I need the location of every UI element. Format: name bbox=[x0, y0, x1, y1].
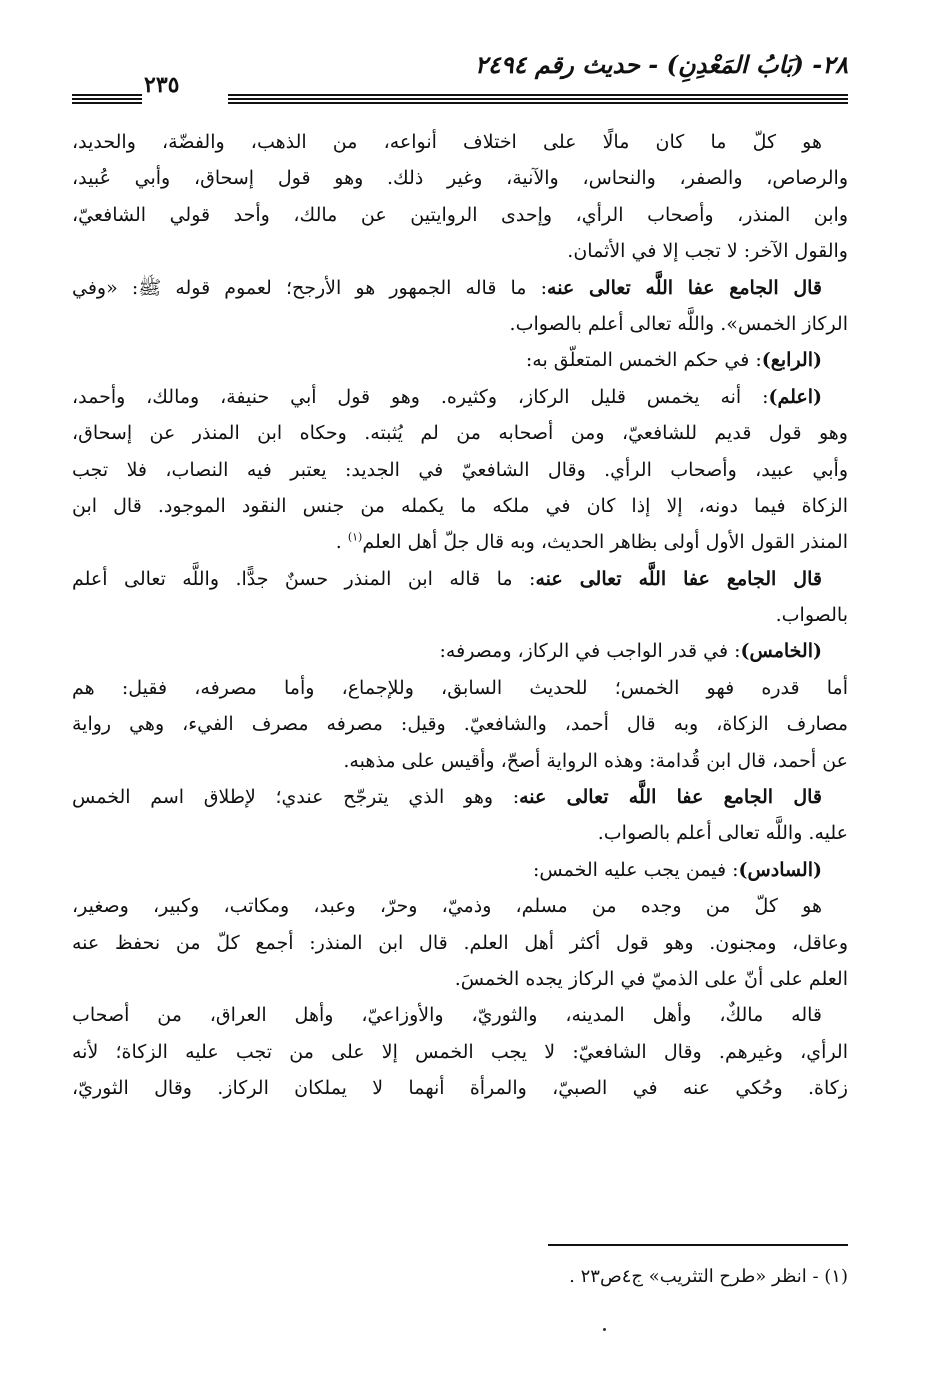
text-span: : فيمن يجب عليه الخمس: bbox=[533, 858, 739, 881]
section-label: (الرابع) bbox=[761, 349, 822, 372]
text-line: وابن المنذر، وأصحاب الرأي، وإحدى الروايتين عن مالك، وأحد قولي الشافعيّ، bbox=[72, 203, 848, 226]
text-line: الركاز الخمس». واللَّه تعالى أعلم بالصواب. bbox=[509, 312, 848, 335]
text-line: الزكاة فيما دونه، إلا إذا كان في ملكه ما يكمله من جنس النقود الموجود. قال ابن bbox=[72, 494, 848, 517]
text-span: : وهو الذي يترجّح عندي؛ لإطلاق اسم الخمس bbox=[72, 786, 520, 809]
text-span: : في حكم الخمس المتعلّق به: bbox=[525, 349, 762, 372]
header-rule-long bbox=[228, 94, 848, 96]
text-line: وعاقل، ومجنون. وهو قول أكثر أهل العلم. قال ابن المنذر: أجمع كلّ من نحفظ عنه bbox=[72, 931, 848, 954]
editor-comment-line bbox=[72, 561, 848, 597]
text-line: العلم على أنّ على الذميّ في الركاز يجده الخمسَ. bbox=[454, 967, 848, 990]
footnote: (١) - انظر «طرح التثريب» ج٤ص٢٣ . bbox=[569, 1266, 848, 1287]
text-line: والقول الآخر: لا تجب إلا في الأثمان. bbox=[567, 240, 848, 263]
editor-label: قال الجامع عفا اللَّه تعالى عنه bbox=[519, 786, 822, 809]
text-line: قاله مالكٌ، وأهل المدينه، والثوريّ، والأوزاعيّ، وأهل العراق، من أصحاب bbox=[72, 1004, 822, 1027]
text-line: عن أحمد، قال ابن قُدامة: وهذه الرواية أصحّ، وأقيس على مذهبه. bbox=[343, 749, 848, 772]
editor-comment-line bbox=[72, 270, 848, 306]
text-line: هو كلّ ما كان مالًا على اختلاف أنواعه، من الذهب، والفضّة، والحديد، bbox=[72, 131, 822, 153]
footnote-separator bbox=[548, 1244, 848, 1246]
editor-comment-line bbox=[72, 779, 848, 815]
section-heading-line bbox=[72, 633, 848, 669]
editor-label: قال الجامع عفا اللَّه تعالى عنه bbox=[535, 567, 822, 590]
text-line: بالصواب. bbox=[775, 604, 848, 627]
page-body bbox=[72, 124, 848, 1107]
text-span: المنذر القول الأول أولى بظاهر الحديث، وبه قال جلّ أهل العلم bbox=[362, 531, 848, 554]
text-line: وأبي عبيد، وأصحاب الرأي. وقال الشافعيّ في الجديد: يعتبر فيه النصاب، فلا تجب bbox=[72, 458, 848, 481]
text-line: مصارف الزكاة، وبه قال أحمد، والشافعيّ. وقيل: مصرفه مصرف الفيء، وهي رواية bbox=[72, 713, 848, 736]
text-line: والرصاص، والصفر، والنحاس، والآنية، وغير ذلك. وهو قول إسحاق، وأبي عُبيد، bbox=[72, 167, 848, 190]
page-number: ٢٣٥ bbox=[144, 72, 180, 98]
header-rule-short bbox=[72, 94, 142, 96]
text-line bbox=[72, 524, 848, 560]
text-line bbox=[72, 379, 848, 415]
page-speck bbox=[603, 1328, 606, 1331]
text-line: زكاة. وحُكي عنه في الصبيّ، والمرأة أنهما لا يملكان الركاز. وقال الثوريّ، bbox=[72, 1077, 848, 1100]
text-line: وهو قول قديم للشافعيّ، ومن أصحابه من لم يُثبته. وحكاه ابن المنذر عن إسحاق، bbox=[72, 422, 848, 445]
section-heading-line bbox=[72, 342, 848, 378]
running-header bbox=[66, 46, 848, 98]
section-label: (الخامس) bbox=[740, 640, 822, 663]
text-span: : في قدر الواجب في الركاز، ومصرفه: bbox=[439, 640, 741, 663]
text-span: : أنه يخمس قليل الركاز، وكثيره. وهو قول أبي حنيفة، ومالك، وأحمد، bbox=[72, 385, 769, 408]
text-span: . bbox=[335, 531, 348, 554]
text-line: أما قدره فهو الخمس؛ للحديث السابق، وللإجماع، وأما مصرفه، فقيل: هم bbox=[72, 676, 848, 699]
section-label: (السادس) bbox=[738, 858, 822, 881]
editor-label: قال الجامع عفا اللَّه تعالى عنه bbox=[547, 276, 822, 299]
text-span: : ما قاله الجمهور هو الأرجح؛ لعموم قوله ﷺ: «وفي bbox=[72, 276, 548, 299]
text-line: الرأي، وغيرهم. وقال الشافعيّ: لا يجب الخمس إلا على من تجب عليه الزكاة؛ لأنه bbox=[72, 1040, 848, 1063]
footnote-ref: (١) bbox=[347, 530, 363, 544]
text-line: عليه. واللَّه تعالى أعلم بالصواب. bbox=[597, 822, 848, 845]
bold-label: (اعلم) bbox=[768, 385, 822, 408]
text-span: : ما قاله ابن المنذر حسنٌ جدًّا. واللَّه تعالى أعلم bbox=[72, 567, 536, 590]
section-heading-line bbox=[72, 852, 848, 888]
chapter-title: ٢٨- (بَابُ المَعْدِنِ) - حديث رقم ٢٤٩٤ bbox=[474, 50, 848, 79]
text-line: هو كلّ من وجده من مسلم، وذميّ، وحرّ، وعبد، ومكاتب، وكبير، وصغير، bbox=[72, 895, 822, 918]
